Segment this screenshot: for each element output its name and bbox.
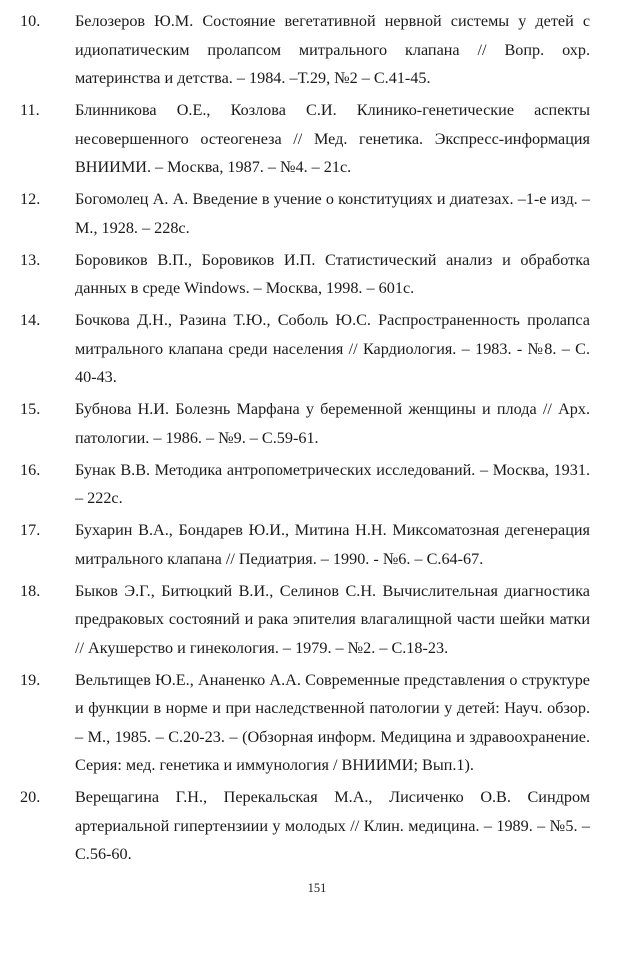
reference-text: Богомолец А. А. Введение в учение о конституциях и диатезах. –1-е изд. – М., 1928. – 228с. bbox=[75, 190, 590, 237]
reference-list bbox=[20, 7, 590, 872]
reference-text: Быков Э.Г., Битюцкий В.И., Селинов С.Н. Вычислительная диагностика предраковых состояний и рака эпителия влагалищной части шейки матки // Акушерство и гинекология. – 1979. – №2. – С.18-23. bbox=[75, 581, 590, 657]
reference-number: 19. bbox=[20, 670, 41, 689]
reference-number: 15. bbox=[20, 400, 41, 418]
reference-number: 11. bbox=[20, 101, 40, 119]
reference-item bbox=[20, 96, 590, 182]
reference-number: 16. bbox=[20, 460, 41, 479]
reference-number: 17. bbox=[20, 521, 41, 539]
reference-text: Верещагина Г.Н., Перекальская М.А., Лисиченко О.В. Синдром артериальной гипертензиии у молодых // Клин. медицина. – 1989. – №5. – С.56-60. bbox=[75, 788, 590, 863]
reference-text: Бунак В.В. Методика антропометрических исследований. – Москва, 1931. – 222с. bbox=[75, 460, 590, 507]
reference-text: Бочкова Д.Н., Разина Т.Ю., Соболь Ю.С. Распространенность пролапса митрального клапана среди населения // Кардиология. – 1983. - №8. – С. 40-43. bbox=[75, 311, 590, 386]
reference-number: 10. bbox=[20, 12, 41, 30]
reference-text: Блинникова О.Е., Козлова С.И. Клинико-генетические аспекты несовершенного остеогенеза // Мед. генетика. Экспресс-информация ВНИИМИ. – Москва, 1987. – №4. – 21с. bbox=[75, 101, 590, 176]
reference-text: Вельтищев Ю.Е., Ананенко А.А. Современные представления о структуре и функции в норме и при наследственной патологии у детей: Науч. обзор. – М., 1985. – С.20-23. – (Обзорная информ. Медицина и здравоохранение. Серия: мед. генетика и иммунология / ВНИИМИ; Вып.1). bbox=[75, 670, 590, 774]
reference-number: 13. bbox=[20, 250, 41, 269]
reference-item bbox=[20, 577, 590, 663]
reference-item bbox=[20, 516, 590, 573]
reference-item bbox=[20, 666, 590, 780]
reference-number: 20. bbox=[20, 788, 41, 806]
page-number: 151 bbox=[307, 881, 327, 895]
reference-item bbox=[20, 306, 590, 392]
reference-text: Белозеров Ю.М. Состояние вегетативной нервной системы у детей с идиопатическим пролапсом митрального клапана // Вопр. охр. материнства и детства. – 1984. –Т.29, №2 – С.41-45. bbox=[75, 12, 590, 87]
reference-text: Бубнова Н.И. Болезнь Марфана у беременной женщины и плода // Арх. патологии. – 1986. – №9. – С.59-61. bbox=[75, 400, 590, 447]
reference-number: 14. bbox=[20, 311, 41, 329]
reference-number: 18. bbox=[20, 581, 41, 600]
reference-item bbox=[20, 395, 590, 452]
reference-item bbox=[20, 246, 590, 303]
reference-item bbox=[20, 7, 590, 93]
reference-text: Боровиков В.П., Боровиков И.П. Статистический анализ и обработка данных в среде Windows. – Москва, 1998. – 601с. bbox=[75, 250, 590, 297]
reference-number: 12. bbox=[20, 190, 41, 208]
reference-text: Бухарин В.А., Бондарев Ю.И., Митина Н.Н. Миксоматозная дегенерация митрального клапана // Педиатрия. – 1990. - №6. – С.64-67. bbox=[75, 521, 590, 568]
reference-item bbox=[20, 185, 590, 242]
reference-item bbox=[20, 783, 590, 869]
reference-item bbox=[20, 456, 590, 513]
